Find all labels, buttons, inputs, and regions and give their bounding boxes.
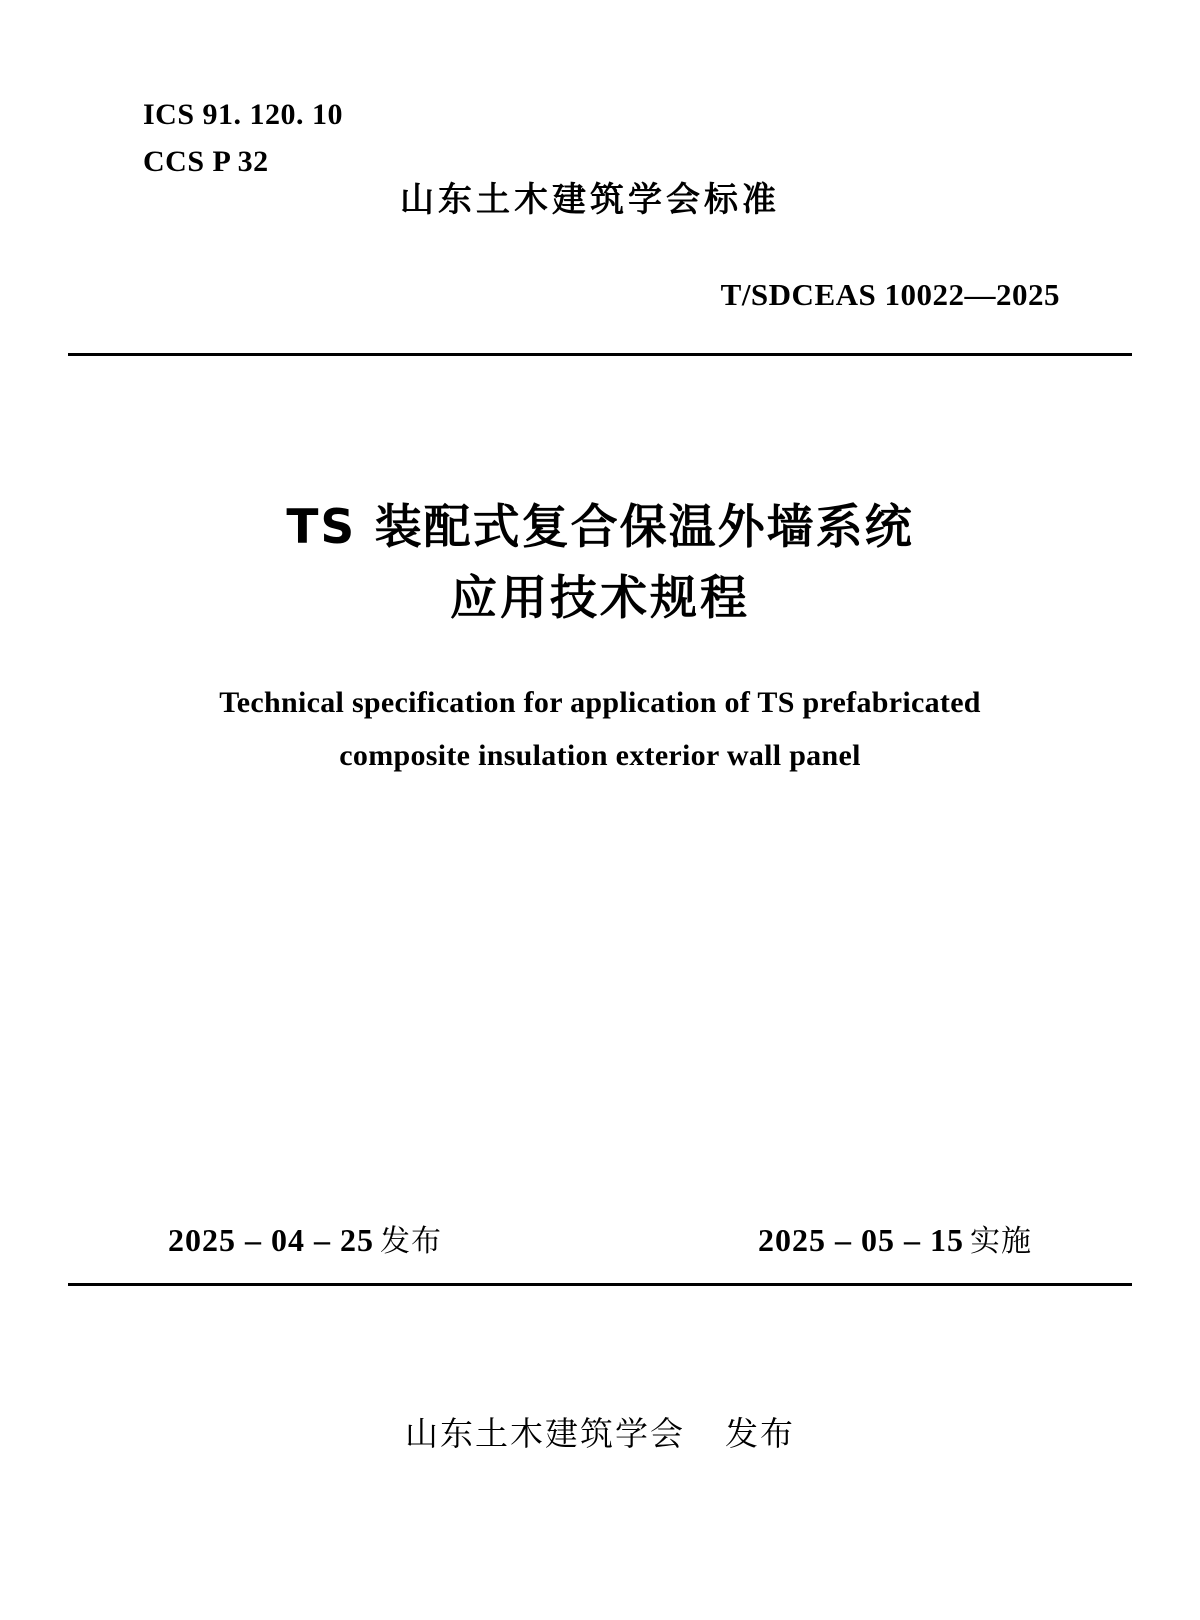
issue-date-label: 发布 — [380, 1224, 442, 1259]
ics-code: ICS 91. 120. 10 — [143, 98, 344, 131]
issue-date: 2025 – 04 – 25 — [168, 1222, 374, 1258]
implement-date-group — [758, 1216, 1032, 1260]
title-chinese-line1: TS 装配式复合保温外墙系统 — [286, 500, 914, 555]
title-english-line2: composite insulation exterior wall panel — [339, 739, 861, 773]
classification-codes — [143, 92, 343, 185]
issue-date-group — [168, 1216, 442, 1260]
header-divider-rule — [68, 353, 1132, 356]
title-chinese — [0, 492, 1200, 635]
title-english-line1: Technical specification for application of TS prefabricated — [219, 686, 981, 719]
ccs-code: CCS P 32 — [143, 144, 269, 178]
publisher-name: 山东土木建筑学会 — [405, 1414, 685, 1453]
title-chinese-line2: 应用技术规程 — [450, 571, 750, 627]
title-english — [0, 676, 1200, 783]
publisher-line — [0, 1408, 1200, 1455]
standard-number: T/SDCEAS 10022—2025 — [720, 277, 1060, 312]
footer-divider-rule — [68, 1283, 1132, 1286]
publisher-action: 发布 — [725, 1414, 795, 1453]
implement-date-label: 实施 — [970, 1224, 1032, 1259]
cover-header — [0, 0, 1200, 360]
implement-date: 2025 – 05 – 15 — [758, 1222, 964, 1258]
date-row — [68, 1216, 1132, 1260]
society-standard-label: 山东土木建筑学会标准 — [400, 180, 780, 220]
